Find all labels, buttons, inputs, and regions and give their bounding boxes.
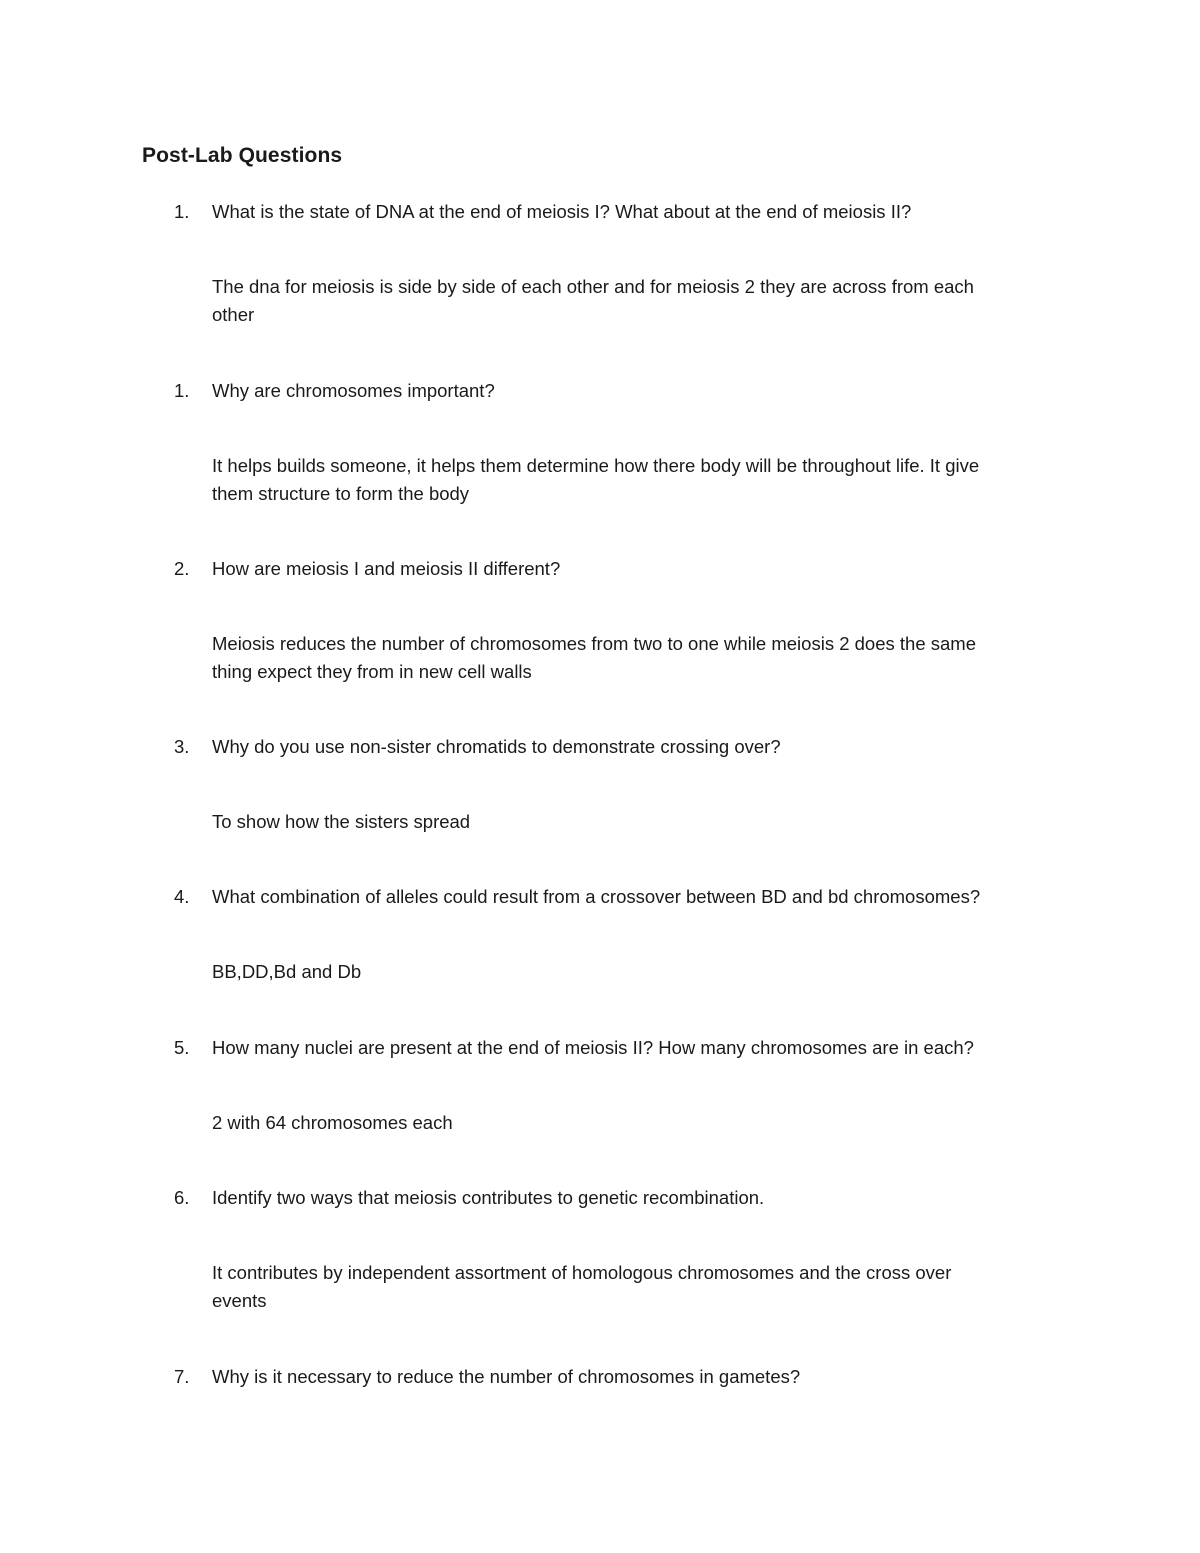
question-number: 1. [174, 201, 190, 222]
question-number: 4. [174, 886, 190, 907]
page-title: Post-Lab Questions [142, 144, 343, 167]
question-text: What is the state of DNA at the end of meiosis I? What about at the end of meiosis II? [212, 201, 912, 222]
question-text: What combination of alleles could result from a crossover between BD and bd chromosomes? [212, 886, 981, 907]
answer-text: BB,DD,Bd and Db [212, 961, 362, 982]
answer-text: thing expect they from in new cell walls [212, 661, 532, 682]
answer-text: The dna for meiosis is side by side of each other and for meiosis 2 they are across from each [212, 276, 974, 297]
answer-text: 2 with 64 chromosomes each [212, 1112, 453, 1133]
answer-text: them structure to form the body [212, 483, 470, 504]
question-text: Why is it necessary to reduce the number of chromosomes in gametes? [212, 1366, 801, 1387]
question-text: Why do you use non-sister chromatids to demonstrate crossing over? [212, 736, 781, 757]
question-text: Identify two ways that meiosis contributes to genetic recombination. [212, 1187, 765, 1208]
answer-text: other [212, 304, 255, 325]
answer-text: It contributes by independent assortment of homologous chromosomes and the cross over [212, 1262, 952, 1283]
question-number: 2. [174, 558, 190, 579]
question-number: 1. [174, 380, 190, 401]
answer-text: To show how the sisters spread [212, 811, 471, 832]
question-text: Why are chromosomes important? [212, 380, 495, 401]
question-number: 7. [174, 1366, 190, 1387]
question-text: How are meiosis I and meiosis II different? [212, 558, 561, 579]
question-number: 6. [174, 1187, 190, 1208]
answer-text: It helps builds someone, it helps them determine how there body will be throughout life. It give [212, 455, 980, 476]
answer-text: Meiosis reduces the number of chromosomes from two to one while meiosis 2 does the same [212, 633, 976, 654]
question-text: How many nuclei are present at the end of meiosis II? How many chromosomes are in each? [212, 1037, 974, 1058]
question-number: 3. [174, 736, 190, 757]
answer-text: events [212, 1290, 267, 1311]
question-number: 5. [174, 1037, 190, 1058]
